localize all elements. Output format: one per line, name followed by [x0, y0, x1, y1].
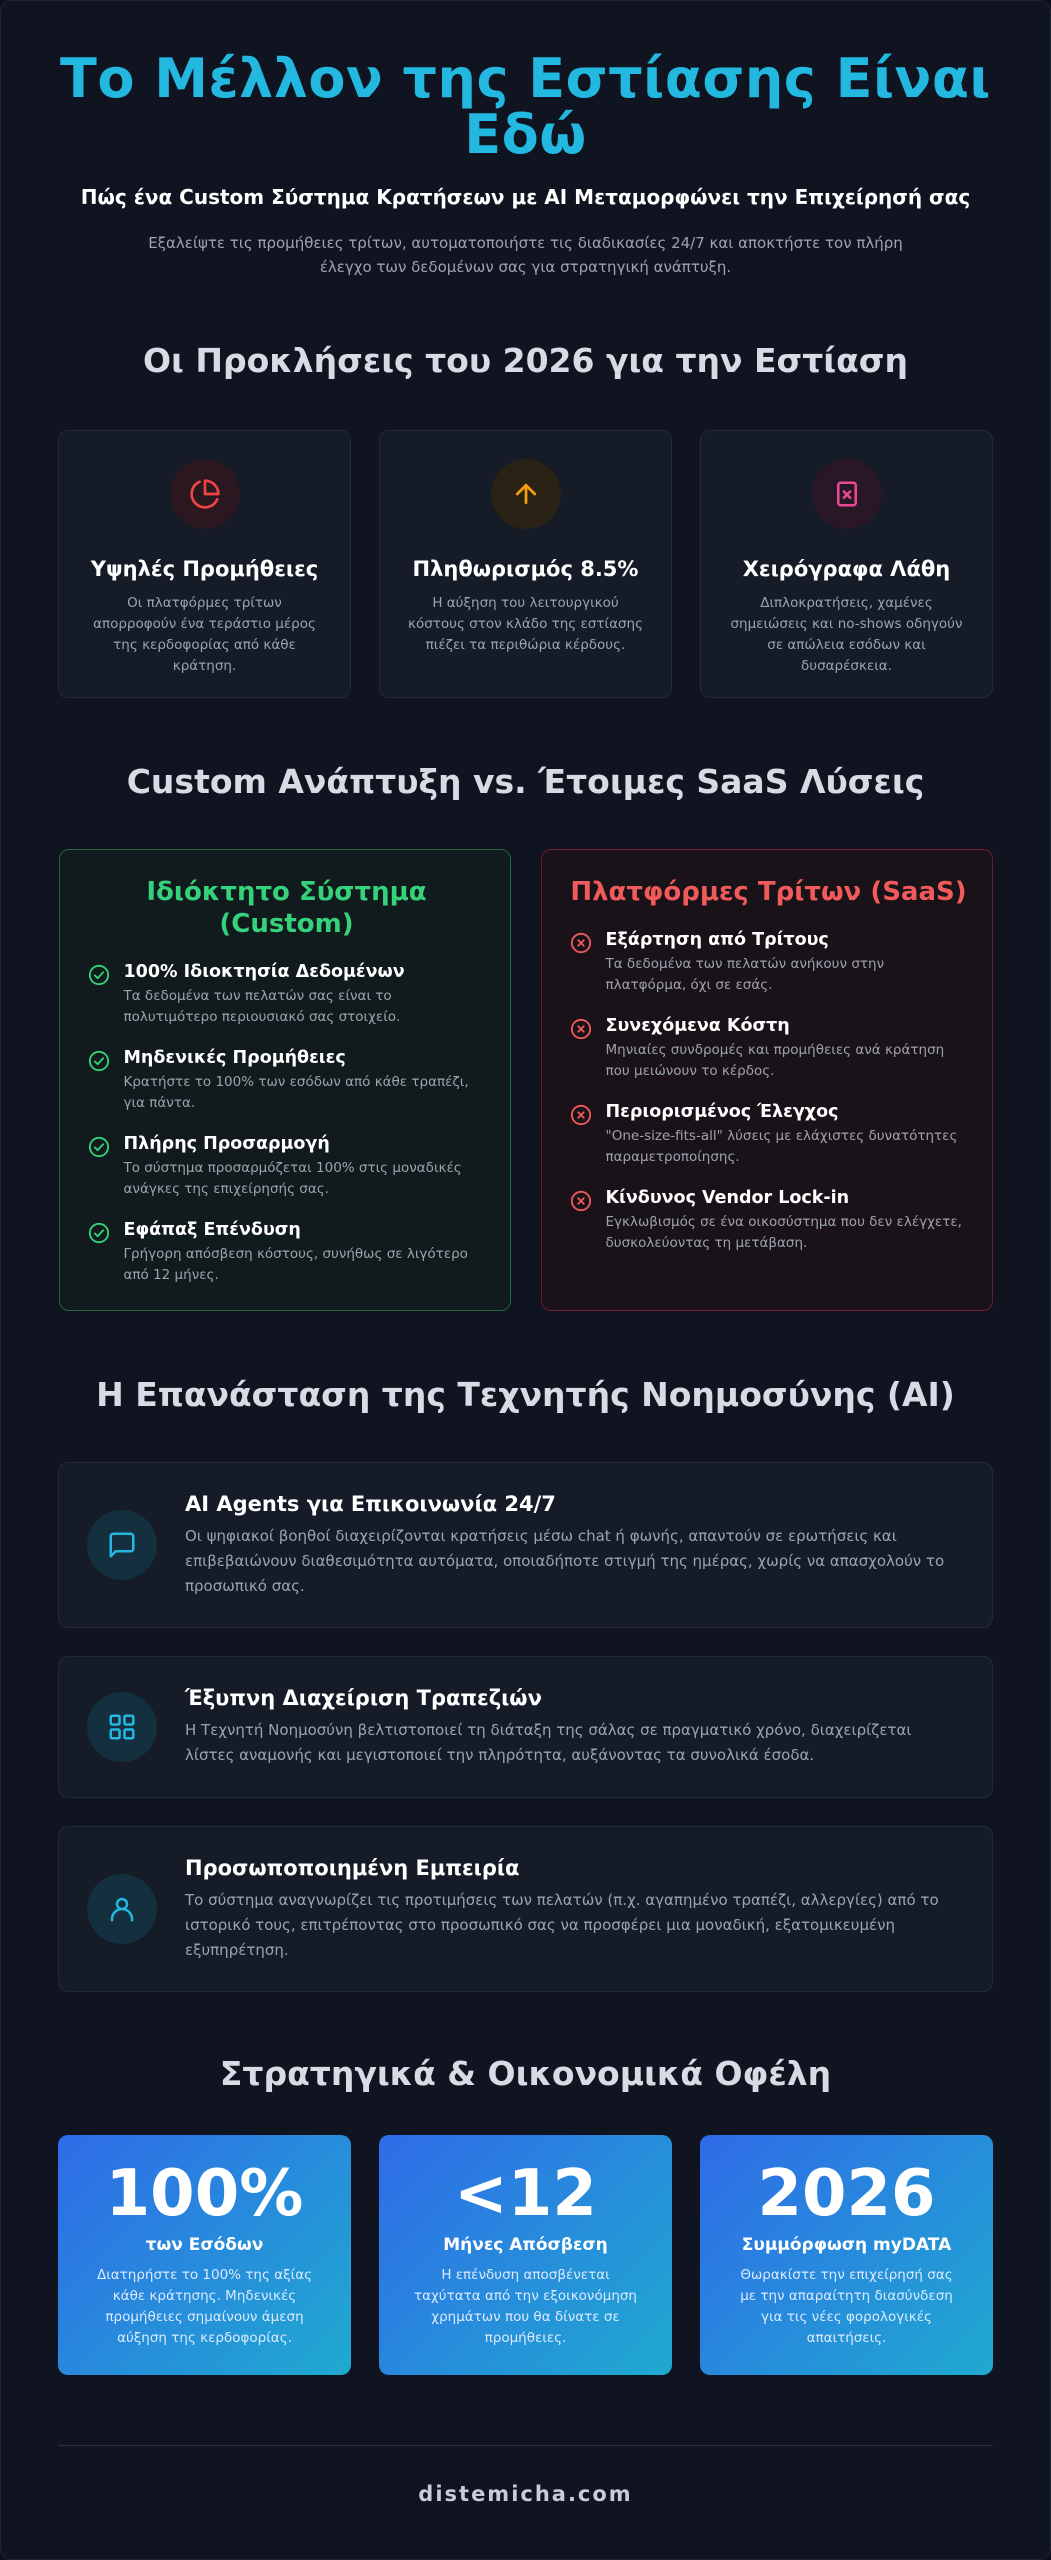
saas-item [570, 1102, 968, 1168]
pie-chart-icon [170, 459, 240, 529]
custom-item [88, 1220, 486, 1286]
ai-card-title: Έξυπνη Διαχείριση Τραπεζιών [185, 1686, 542, 1710]
custom-item-text: Το σύστημα προσαρμόζεται 100% στις μοναδικές ανάγκες της επιχείρησής σας. [123, 1160, 462, 1197]
custom-item-title: Πλήρης Προσαρμογή [123, 1134, 330, 1154]
stat-value: 100% [105, 2157, 304, 2231]
check-circle-icon [88, 1050, 110, 1072]
saas-item-title: Περιορισμένος Έλεγχος [605, 1102, 839, 1122]
user-icon [87, 1874, 157, 1944]
ai-card-personalized [58, 1826, 993, 1992]
x-circle-icon [570, 1190, 592, 1212]
check-circle-icon [88, 964, 110, 986]
saas-item [570, 930, 968, 996]
x-circle-icon [570, 1018, 592, 1040]
saas-item-title: Εξάρτηση από Τρίτους [605, 930, 829, 950]
challenge-card-inflation [379, 430, 672, 698]
page-subtitle: Πώς ένα Custom Σύστημα Κρατήσεων με AI Μεταμορφώνει την Επιχείρησή σας [80, 185, 971, 209]
saas-card-title: Πλατφόρμες Τρίτων (SaaS) [570, 877, 967, 907]
x-circle-icon [570, 1104, 592, 1126]
challenge-text: Η αύξηση του λειτουργικού κόστους στον κλάδο της εστίασης πιέζει τα περιθώρια κέρδους. [408, 595, 643, 653]
saas-item [570, 1188, 968, 1254]
ai-card-text: Το σύστημα αναγνωρίζει τις προτιμήσεις των πελατών (π.χ. αγαπημένο τραπέζι, αλλεργίες) από το ιστορικό τους, επιτρέποντας στο προσωπικό σας να προσφέρει μια μοναδική, εξατομικευμένη εξυπηρέτηση. [185, 1890, 939, 1959]
comparison-section [1, 762, 1050, 1311]
custom-item-title: 100% Ιδιοκτησία Δεδομένων [123, 962, 405, 982]
saas-item-text: "One-size-fits-all" λύσεις με ελάχιστες δυνατότητες παραμετροποίησης. [605, 1128, 958, 1165]
challenge-title: Πληθωρισμός 8.5% [412, 557, 639, 581]
challenges-title: Οι Προκλήσεις του 2026 για την Εστίαση [143, 341, 908, 380]
ai-card-agents [58, 1462, 993, 1628]
custom-item [88, 1048, 486, 1114]
saas-item-text: Εγκλωβισμός σε ένα οικοσύστημα που δεν ελέγχετε, δυσκολεύοντας τη μετάβαση. [605, 1214, 962, 1251]
x-circle-icon [570, 932, 592, 954]
ai-card-title: Προσωποποιημένη Εμπειρία [185, 1855, 520, 1880]
custom-item [88, 962, 486, 1028]
custom-item-title: Εφάπαξ Επένδυση [123, 1220, 301, 1240]
stat-card-payback [379, 2135, 672, 2375]
comparison-title: Custom Ανάπτυξη vs. Έτοιμες SaaS Λύσεις [126, 762, 925, 801]
saas-item-title: Κίνδυνος Vendor Lock-in [605, 1188, 850, 1208]
custom-item-text: Κρατήστε το 100% των εσόδων από κάθε τραπέζι, για πάντα. [123, 1074, 469, 1111]
custom-system-card [59, 849, 511, 1311]
stat-label: των Εσόδων [145, 2235, 264, 2255]
challenge-card-errors [700, 430, 993, 698]
stat-value: <12 [454, 2157, 597, 2231]
document-x-icon [812, 459, 882, 529]
chat-icon [87, 1510, 157, 1580]
ai-card-text: Η Τεχνητή Νοημοσύνη βελτιστοποιεί τη διάταξη της σάλας σε πραγματικό χρόνο, διαχειρίζεται λίστες αναμονής και μεγιστοποιεί την πληρότητα, αυξάνοντας τα συνολικά έσοδα. [185, 1721, 912, 1764]
ai-card-text: Οι ψηφιακοί βοηθοί διαχειρίζονται κρατήσεις μέσω chat ή φωνής, απαντούν σε ερωτήσεις και επιβεβαιώνουν διαθεσιμότητα αυτόματα, οποιαδήποτε στιγμή της ημέρας, χωρίς να απασχολούν το προσωπικό σας. [185, 1526, 945, 1595]
custom-item-text: Γρήγορη απόσβεση κόστους, συνήθως σε λιγότερο από 12 μήνες. [123, 1246, 468, 1283]
hero-description: Εξαλείψτε τις προμήθειες τρίτων, αυτοματοποιήστε τις διαδικασίες 24/7 και αποκτήστε τον πλήρη έλεγχο των δεδομένων σας για στρατηγική ανάπτυξη. [148, 234, 903, 276]
saas-item-text: Τα δεδομένα των πελατών ανήκουν στην πλατφόρμα, όχι σε εσάς. [605, 956, 885, 993]
challenge-text: Οι πλατφόρμες τρίτων απορροφούν ένα τεράστιο μέρος της κερδοφορίας από κάθε κράτηση. [93, 595, 316, 674]
saas-item [570, 1016, 968, 1082]
saas-item-title: Συνεχόμενα Κόστη [605, 1016, 790, 1036]
ai-title: Η Επανάσταση της Τεχνητής Νοημοσύνης (AI) [96, 1375, 955, 1414]
saas-item-text: Μηνιαίες συνδρομές και προμήθειες ανά κράτηση που μειώνουν το κέρδος. [605, 1042, 945, 1079]
stat-text: Η επένδυση αποσβένεται ταχύτατα από την εξοικονόμηση χρημάτων που θα δίνατε σε προμήθειες. [413, 2267, 637, 2346]
custom-item [88, 1134, 486, 1200]
ai-card-tables [58, 1656, 993, 1798]
benefits-section [1, 2054, 1050, 2375]
custom-item-text: Τα δεδομένα των πελατών σας είναι το πολυτιμότερο περιουσιακό σας στοιχείο. [123, 988, 401, 1025]
challenges-section [1, 341, 1050, 698]
challenge-title: Χειρόγραφα Λάθη [742, 557, 951, 581]
check-circle-icon [88, 1136, 110, 1158]
saas-platform-card [541, 849, 993, 1311]
benefits-title: Στρατηγικά & Οικονομικά Οφέλη [219, 2054, 832, 2093]
grid-icon [87, 1692, 157, 1762]
page-title: Το Μέλλον της Εστίασης Είναι Εδώ [60, 47, 991, 166]
challenge-card-commissions [58, 430, 351, 698]
stat-text: Διατηρήστε το 100% της αξίας κάθε κράτησης. Μηδενικές προμήθειες σημαίνουν άμεση αύξηση της κερδοφορίας. [96, 2267, 313, 2346]
custom-item-title: Μηδενικές Προμήθειες [123, 1048, 346, 1068]
arrow-up-icon [491, 459, 561, 529]
footer-divider [58, 2445, 993, 2446]
challenge-text: Διπλοκρατήσεις, χαμένες σημειώσεις και no-shows οδηγούν σε απώλεια εσόδων και δυσαρέσκεια. [730, 595, 963, 674]
stat-label: Συμμόρφωση myDATA [741, 2235, 952, 2255]
stat-card-mydata [700, 2135, 993, 2375]
challenge-title: Υψηλές Προμήθειες [90, 557, 319, 581]
check-circle-icon [88, 1222, 110, 1244]
hero-section [1, 1, 1050, 279]
ai-section [1, 1375, 1050, 1992]
stat-text: Θωρακίστε την επιχείρησή σας με την απαραίτητη διασύνδεση για τις νέες φορολογικές απαιτήσεις. [740, 2267, 953, 2346]
stat-value: 2026 [757, 2157, 936, 2231]
stat-label: Μήνες Απόσβεση [443, 2235, 608, 2255]
footer-brand-link[interactable]: distemicha.com [418, 2482, 633, 2506]
stat-card-revenue [58, 2135, 351, 2375]
ai-card-title: AI Agents για Επικοινωνία 24/7 [185, 1491, 556, 1516]
custom-card-title: Ιδιόκτητο Σύστημα (Custom) [146, 877, 427, 939]
